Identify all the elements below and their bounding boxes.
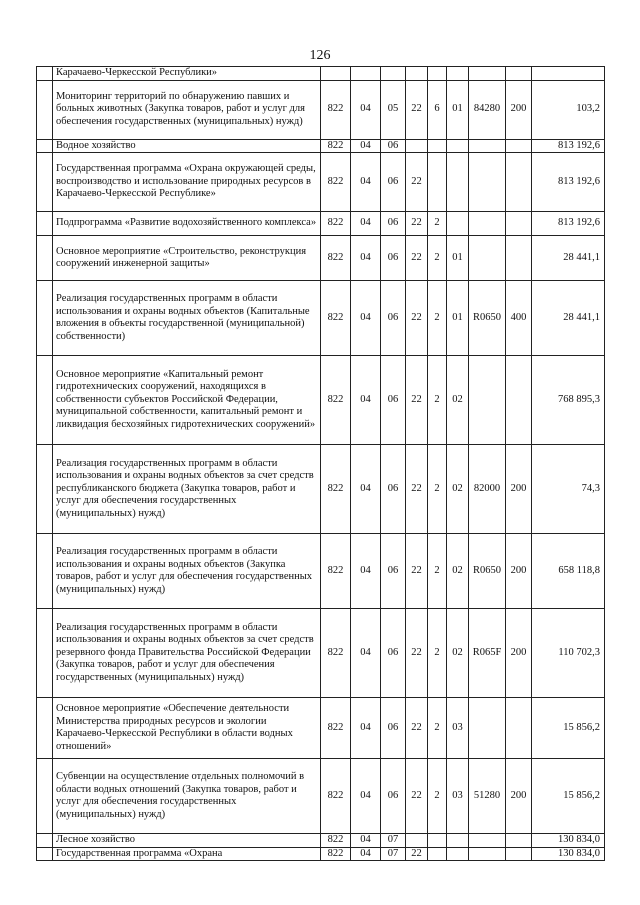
item-name: Реализация государственных программ в области использования и охраны водных объектов (Капитальные вложения в объекты государственной (муниципальной) собственности) [53,281,321,356]
row-margin-cell [37,236,53,281]
event-code: 01 [447,236,469,281]
program-code: 22 [406,759,428,834]
program-code [406,67,428,81]
item-name: Реализация государственных программ в области использования и охраны водных объектов за счет средств республиканского бюджета (Закупка товаров, работ и услуг для обеспечения государственных (муниципальных) нужд) [53,445,321,534]
section-code: 04 [351,153,381,212]
expense-type-code: 200 [506,80,532,139]
program-code [406,139,428,153]
subprogram-code [428,67,447,81]
section-code: 04 [351,80,381,139]
expense-type-code [506,847,532,861]
amount: 130 834,0 [532,847,605,861]
section-code: 04 [351,236,381,281]
table-row [37,534,605,609]
item-name: Водное хозяйство [53,139,321,153]
amount: 15 856,2 [532,698,605,759]
expense-type-code: 200 [506,609,532,698]
event-code: 02 [447,445,469,534]
admin-code [321,67,351,81]
amount: 74,3 [532,445,605,534]
admin-code: 822 [321,236,351,281]
row-margin-cell [37,281,53,356]
table-row [37,236,605,281]
amount: 28 441,1 [532,236,605,281]
event-code: 03 [447,759,469,834]
subprogram-code [428,834,447,848]
expense-type-code [506,212,532,236]
amount: 103,2 [532,80,605,139]
subsection-code: 06 [381,236,406,281]
subsection-code: 06 [381,534,406,609]
program-code: 22 [406,153,428,212]
direction-code [469,847,506,861]
expense-type-code: 200 [506,534,532,609]
program-code: 22 [406,445,428,534]
item-name: Основное мероприятие «Строительство, реконструкция сооружений инженерной защиты» [53,236,321,281]
subsection-code: 05 [381,80,406,139]
program-code: 22 [406,281,428,356]
section-code [351,67,381,81]
admin-code: 822 [321,80,351,139]
subsection-code: 06 [381,281,406,356]
subprogram-code: 2 [428,445,447,534]
expense-type-code [506,356,532,445]
row-margin-cell [37,534,53,609]
direction-code [469,67,506,81]
section-code: 04 [351,356,381,445]
amount: 130 834,0 [532,834,605,848]
program-code: 22 [406,847,428,861]
item-name: Лесное хозяйство [53,834,321,848]
subsection-code: 06 [381,609,406,698]
row-margin-cell [37,356,53,445]
page-number: 126 [309,48,331,63]
expense-type-code [506,698,532,759]
row-margin-cell [37,153,53,212]
event-code: 01 [447,281,469,356]
subprogram-code: 2 [428,236,447,281]
event-code: 02 [447,609,469,698]
subsection-code: 06 [381,212,406,236]
amount: 28 441,1 [532,281,605,356]
event-code [447,847,469,861]
item-name: Мониторинг территорий по обнаружению павших и больных животных (Закупка товаров, работ и услуг для обеспечения государственных (муниципальных) нужд) [53,80,321,139]
row-margin-cell [37,698,53,759]
amount: 110 702,3 [532,609,605,698]
section-code: 04 [351,445,381,534]
row-margin-cell [37,139,53,153]
subsection-code: 06 [381,759,406,834]
program-code: 22 [406,80,428,139]
table-row [37,67,605,81]
amount: 658 118,8 [532,534,605,609]
program-code: 22 [406,698,428,759]
amount: 768 895,3 [532,356,605,445]
subprogram-code [428,847,447,861]
item-name: Государственная программа «Охрана [53,847,321,861]
admin-code: 822 [321,153,351,212]
row-margin-cell [37,212,53,236]
event-code: 02 [447,534,469,609]
item-name: Основное мероприятие «Обеспечение деятельности Министерства природных ресурсов и экологии Карачаево-Черкесской Республики в области водных отношений» [53,698,321,759]
subprogram-code [428,153,447,212]
amount: 813 192,6 [532,139,605,153]
table-row [37,139,605,153]
section-code: 04 [351,759,381,834]
expense-type-code: 400 [506,281,532,356]
subprogram-code: 2 [428,281,447,356]
amount [532,67,605,81]
expense-type-code: 200 [506,759,532,834]
table-row [37,759,605,834]
admin-code: 822 [321,281,351,356]
direction-code: R065F [469,609,506,698]
admin-code: 822 [321,139,351,153]
table-body [37,67,605,861]
subsection-code: 07 [381,834,406,848]
event-code [447,67,469,81]
subprogram-code: 2 [428,609,447,698]
item-name: Государственная программа «Охрана окружающей среды, воспроизводство и использование природных ресурсов в Карачаево-Черкесской Республике» [53,153,321,212]
program-code: 22 [406,534,428,609]
section-code: 04 [351,609,381,698]
section-code: 04 [351,847,381,861]
event-code [447,834,469,848]
admin-code: 822 [321,356,351,445]
row-margin-cell [37,67,53,81]
table-row [37,609,605,698]
table-row [37,356,605,445]
subsection-code: 06 [381,153,406,212]
subsection-code [381,67,406,81]
item-name: Подпрограмма «Развитие водохозяйственного комплекса» [53,212,321,236]
expense-type-code [506,153,532,212]
section-code: 04 [351,212,381,236]
row-margin-cell [37,80,53,139]
subprogram-code: 6 [428,80,447,139]
admin-code: 822 [321,445,351,534]
section-code: 04 [351,834,381,848]
direction-code [469,212,506,236]
direction-code [469,153,506,212]
admin-code: 822 [321,609,351,698]
subprogram-code: 2 [428,698,447,759]
expense-type-code: 200 [506,445,532,534]
program-code: 22 [406,212,428,236]
section-code: 04 [351,698,381,759]
section-code: 04 [351,139,381,153]
table-row [37,153,605,212]
table-row [37,445,605,534]
direction-code [469,236,506,281]
amount: 813 192,6 [532,153,605,212]
program-code: 22 [406,609,428,698]
subsection-code: 06 [381,698,406,759]
direction-code: 84280 [469,80,506,139]
admin-code: 822 [321,212,351,236]
direction-code [469,698,506,759]
row-margin-cell [37,609,53,698]
subsection-code: 06 [381,445,406,534]
amount: 813 192,6 [532,212,605,236]
subprogram-code: 2 [428,212,447,236]
item-name: Основное мероприятие «Капитальный ремонт гидротехнических сооружений, находящихся в собственности субъектов Российской Федерации, муниципальной собственности, капитальный ремонт и ликвидация бесхозяйных гидротехнических сооружений» [53,356,321,445]
expense-type-code [506,67,532,81]
direction-code: R0650 [469,534,506,609]
row-margin-cell [37,847,53,861]
event-code: 02 [447,356,469,445]
expense-type-code [506,834,532,848]
program-code [406,834,428,848]
table-row [37,847,605,861]
amount: 15 856,2 [532,759,605,834]
direction-code: 82000 [469,445,506,534]
expense-type-code [506,236,532,281]
item-name: Реализация государственных программ в области использования и охраны водных объектов за счет средств резервного фонда Правительства Российской Федерации (Закупка товаров, работ и услуг для обеспечения государственных (муниципальных) нужд) [53,609,321,698]
item-name: Реализация государственных программ в области использования и охраны водных объектов (Закупка товаров, работ и услуг для обеспечения государственных (муниципальных) нужд) [53,534,321,609]
event-code [447,139,469,153]
table-row [37,80,605,139]
table-row [37,281,605,356]
subprogram-code [428,139,447,153]
admin-code: 822 [321,759,351,834]
event-code [447,212,469,236]
table-row [37,698,605,759]
table-row [37,834,605,848]
section-code: 04 [351,281,381,356]
direction-code: 51280 [469,759,506,834]
row-margin-cell [37,445,53,534]
expense-type-code [506,139,532,153]
subsection-code: 07 [381,847,406,861]
event-code [447,153,469,212]
subsection-code: 06 [381,139,406,153]
admin-code: 822 [321,834,351,848]
section-code: 04 [351,534,381,609]
event-code: 03 [447,698,469,759]
item-name: Субвенции на осуществление отдельных полномочий в области водных отношений (Закупка товаров, работ и услуг для обеспечения государственных (муниципальных) нужд) [53,759,321,834]
admin-code: 822 [321,847,351,861]
direction-code [469,139,506,153]
subprogram-code: 2 [428,534,447,609]
budget-table [36,66,605,861]
program-code: 22 [406,356,428,445]
subprogram-code: 2 [428,759,447,834]
event-code: 01 [447,80,469,139]
direction-code [469,356,506,445]
subsection-code: 06 [381,356,406,445]
subprogram-code: 2 [428,356,447,445]
admin-code: 822 [321,534,351,609]
row-margin-cell [37,834,53,848]
item-name: Карачаево-Черкесской Республики» [53,67,321,81]
direction-code: R0650 [469,281,506,356]
direction-code [469,834,506,848]
admin-code: 822 [321,698,351,759]
program-code: 22 [406,236,428,281]
row-margin-cell [37,759,53,834]
table-row [37,212,605,236]
